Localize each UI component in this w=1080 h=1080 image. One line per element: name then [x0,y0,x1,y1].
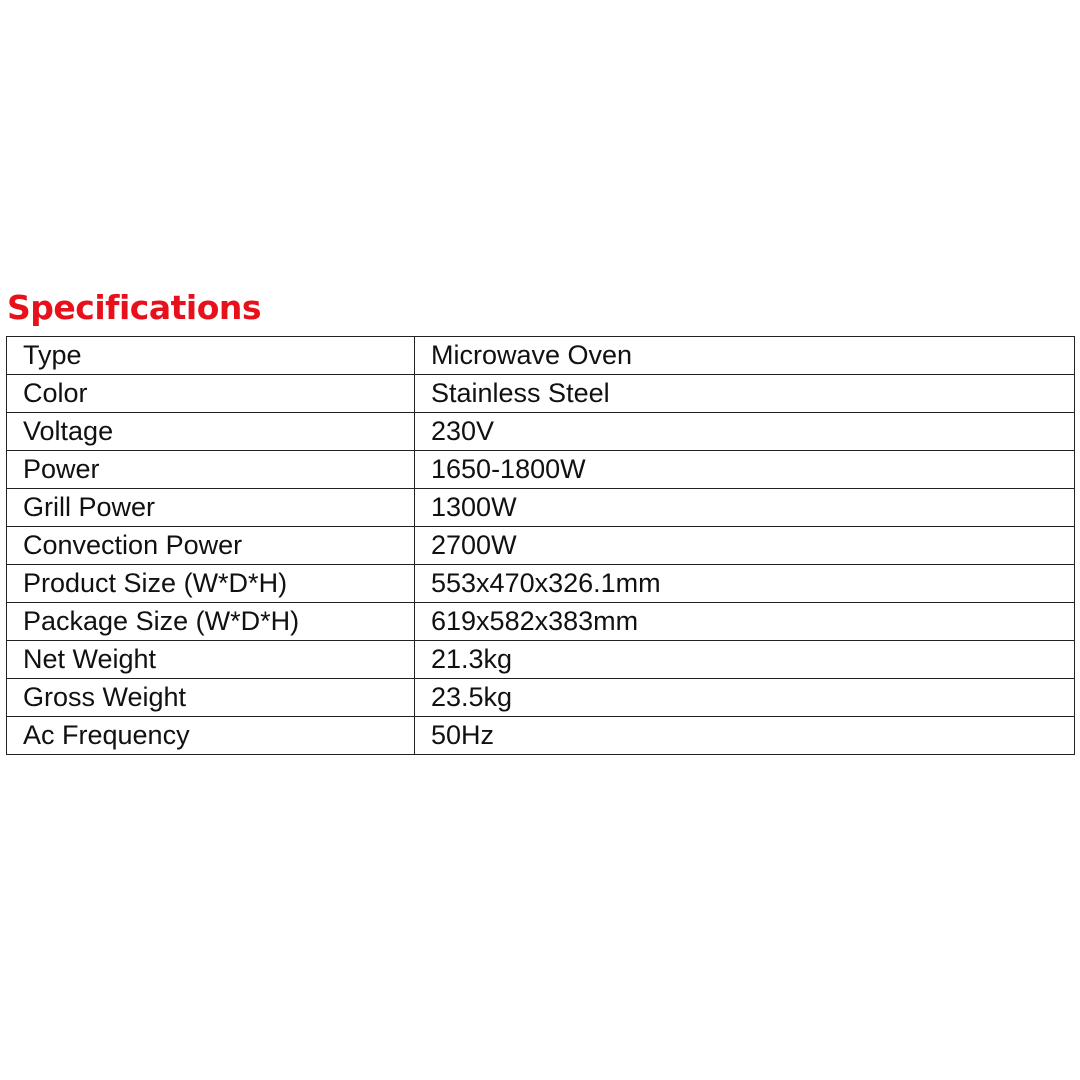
spec-value: 619x582x383mm [415,603,1075,641]
table-row [7,641,1075,679]
table-row [7,527,1075,565]
spec-value: 230V [415,413,1075,451]
spec-label: Power [7,451,415,489]
spec-label: Convection Power [7,527,415,565]
spec-label: Color [7,375,415,413]
spec-value: 553x470x326.1mm [415,565,1075,603]
spec-value: 21.3kg [415,641,1075,679]
table-row [7,679,1075,717]
spec-label: Package Size (W*D*H) [7,603,415,641]
table-row [7,717,1075,755]
spec-value: Stainless Steel [415,375,1075,413]
spec-value: 50Hz [415,717,1075,755]
table-row [7,489,1075,527]
table-row [7,413,1075,451]
spec-value: 23.5kg [415,679,1075,717]
spec-label: Gross Weight [7,679,415,717]
spec-value: 2700W [415,527,1075,565]
table-row [7,451,1075,489]
spec-label: Voltage [7,413,415,451]
spec-table [6,336,1075,755]
spec-label: Net Weight [7,641,415,679]
spec-value: 1650-1800W [415,451,1075,489]
table-row [7,565,1075,603]
spec-label: Ac Frequency [7,717,415,755]
spec-value: Microwave Oven [415,337,1075,375]
page-title: Specifications [7,288,262,327]
spec-value: 1300W [415,489,1075,527]
spec-label: Type [7,337,415,375]
table-row [7,375,1075,413]
spec-label: Grill Power [7,489,415,527]
spec-label: Product Size (W*D*H) [7,565,415,603]
table-row [7,603,1075,641]
table-row [7,337,1075,375]
